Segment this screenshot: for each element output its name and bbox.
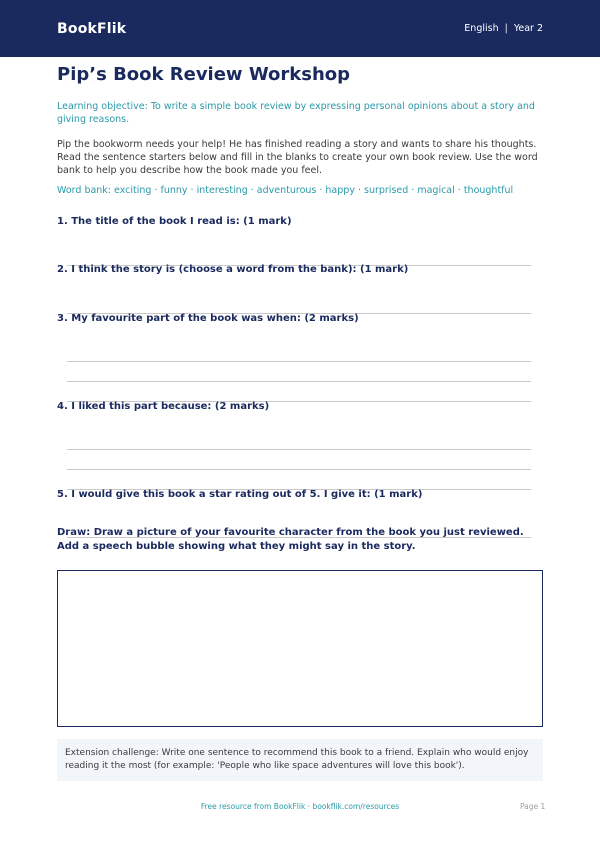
extension-text: Extension challenge: Write one sentence to recommend this book to a friend. Explain who would enjoy reading it the most (for example: 'People who like space adventures will love this book'). (65, 748, 529, 771)
question-5: 5. I would give this book a star rating out of 5. I give it: (1 mark) (57, 489, 423, 500)
meta-separator: | (504, 23, 508, 34)
draw-prompt: Draw: Draw a picture of your favourite character from the book you just reviewed. Add a speech bubble showing what they might say in the story. (57, 527, 524, 552)
question-4: 4. I liked this part because: (2 marks) (57, 401, 270, 412)
worksheet-title: Pip’s Book Review Workshop (57, 64, 351, 85)
intro-paragraph: Pip the bookworm needs your help! He has finished reading a story and wants to share his thoughts. Read the sentence starters below and fill in the blanks to create your own book review. Use the word bank to help you describe how the book made you feel. (57, 139, 538, 176)
answer-line-4a[interactable] (67, 449, 531, 450)
question-3: 3. My favourite part of the book was when: (2 marks) (57, 313, 359, 324)
subject-label: English (464, 23, 499, 34)
page-header (0, 0, 600, 57)
drawing-area[interactable] (57, 570, 543, 727)
answer-line-3b[interactable] (67, 381, 531, 382)
question-1: 1. The title of the book I read is: (1 mark) (57, 216, 292, 227)
answer-line-4b[interactable] (67, 469, 531, 470)
year-label: Year 2 (513, 23, 543, 34)
learning-objective: Learning objective: To write a simple book review by expressing personal opinions about a story and giving reasons. (57, 101, 535, 125)
answer-line-3a[interactable] (67, 361, 531, 362)
word-bank: Word bank: exciting · funny · interesting · adventurous · happy · surprised · magical · thoughtful (57, 185, 514, 196)
extension-challenge (57, 739, 543, 781)
subject-year-label (464, 23, 543, 34)
page-number: Page 1 (520, 802, 546, 811)
question-2: 2. I think the story is (choose a word from the bank): (1 mark) (57, 264, 409, 275)
brand-logo-text: BookFlik (57, 20, 127, 37)
footer-text: Free resource from BookFlik · bookflik.com/resources (200, 802, 400, 811)
